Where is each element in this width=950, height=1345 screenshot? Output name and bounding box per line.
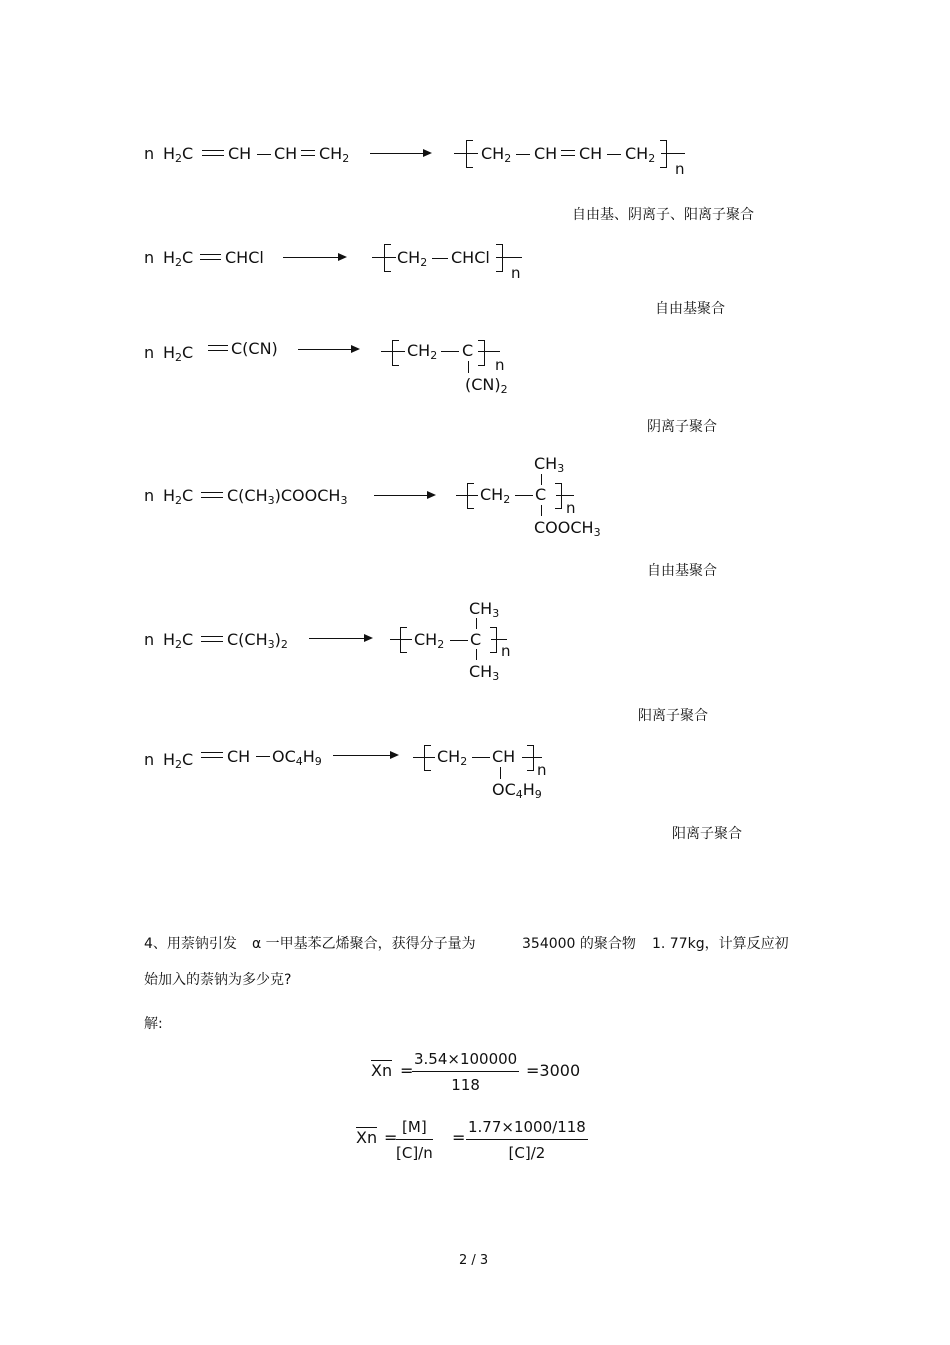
eq1-equals: = — [400, 1061, 414, 1080]
polymer-group: CH — [492, 747, 516, 766]
repeat-n: n — [675, 160, 685, 178]
double-bond — [208, 345, 228, 351]
coefficient-n: n — [144, 343, 155, 362]
double-bond — [201, 636, 223, 642]
single-bond — [516, 154, 530, 155]
repeat-n: n — [511, 264, 521, 282]
single-bond — [515, 495, 533, 496]
chain-bond — [372, 257, 396, 258]
monomer-group: $CH_2$ — [319, 144, 350, 165]
monomer-formula: $H_2C$ — [163, 343, 194, 364]
mechanism-label: 阳离子聚合 — [672, 826, 742, 842]
polymer-group: CH — [579, 144, 603, 163]
single-bond — [607, 154, 621, 155]
reaction-arrow — [283, 257, 345, 258]
single-bond — [256, 756, 270, 757]
repeat-n: n — [495, 356, 505, 374]
monomer-group: CH — [228, 144, 252, 163]
monomer-group: CH — [227, 747, 251, 766]
monomer-formula: $H_2C$ — [163, 248, 194, 269]
chain-bond — [522, 757, 542, 758]
chain-bond — [456, 495, 478, 496]
coefficient-n: n — [144, 630, 155, 649]
double-bond — [301, 150, 315, 156]
polymer-group: C — [535, 485, 547, 504]
monomer-group: CHCl — [225, 248, 264, 267]
monomer-group: $C(CH_3)_2$ — [227, 630, 288, 651]
polymer-group: $CH_2$ — [437, 747, 468, 768]
reaction-arrow — [333, 755, 397, 756]
eq1-fraction — [412, 1050, 519, 1094]
double-bond — [200, 254, 221, 260]
double-bond — [201, 492, 223, 498]
chain-bond — [478, 351, 500, 352]
reaction-arrow — [298, 349, 358, 350]
branch-bond — [541, 474, 542, 485]
question-text: 354000 的聚合物 — [522, 936, 636, 952]
eq1-denominator: 118 — [451, 1076, 480, 1094]
branch-bond — [468, 361, 469, 373]
coefficient-n: n — [144, 144, 155, 163]
polymer-group: $CH_2$ — [481, 144, 512, 165]
single-bond — [450, 640, 468, 641]
single-bond — [432, 258, 448, 259]
right-bracket — [555, 483, 562, 509]
left-bracket — [392, 340, 399, 366]
question-text: 4、用萘钠引发 — [144, 936, 237, 952]
left-bracket — [466, 140, 473, 168]
polymer-group: $CH_2$ — [397, 248, 428, 269]
monomer-group: C(CN) — [231, 339, 278, 358]
monomer-group: $OC_4H_9$ — [272, 747, 322, 768]
monomer-formula: $H_2C$ — [163, 144, 194, 165]
mechanism-label: 自由基聚合 — [647, 563, 717, 579]
chain-bond — [556, 495, 574, 496]
chain-bond — [390, 639, 412, 640]
left-bracket — [467, 483, 474, 509]
polymer-group: $CH_2$ — [407, 341, 438, 362]
eq2-equals: = — [384, 1128, 398, 1147]
monomer-formula: $H_2C$ — [163, 630, 194, 651]
branch-bond — [476, 649, 477, 660]
question-text: 1. 77kg，计算反应初 — [652, 936, 789, 952]
repeat-n: n — [566, 499, 576, 517]
question-text: α 一甲基苯乙烯聚合，获得分子量为 — [252, 936, 476, 952]
chain-bond — [661, 153, 685, 154]
eq2-denominator-1: [C]/n — [396, 1144, 433, 1162]
left-bracket — [424, 745, 431, 771]
coefficient-n: n — [144, 486, 155, 505]
eq2-equals-2: = — [452, 1128, 466, 1147]
single-bond — [257, 154, 271, 155]
polymer-group: CHCl — [451, 248, 490, 267]
double-bond — [202, 150, 224, 156]
substituent-bottom: $COOCH_3$ — [534, 518, 601, 539]
question-text: 始加入的萘钠为多少克? — [144, 972, 292, 988]
substituent: $(CN)_2$ — [465, 375, 508, 396]
left-bracket — [400, 627, 407, 653]
right-bracket — [527, 745, 534, 771]
chain-bond — [381, 351, 405, 352]
double-bond — [561, 150, 575, 156]
eq2-denominator-2: [C]/2 — [508, 1144, 546, 1162]
branch-bond — [500, 767, 501, 779]
chain-bond — [454, 153, 478, 154]
mechanism-label: 阳离子聚合 — [638, 708, 708, 724]
monomer-formula: $H_2C$ — [163, 750, 194, 771]
eq2-fraction-1 — [396, 1118, 433, 1162]
single-bond — [472, 757, 490, 758]
monomer-formula: $H_2C$ — [163, 486, 194, 507]
polymer-group: $CH_2$ — [625, 144, 656, 165]
mechanism-label: 自由基聚合 — [655, 301, 725, 317]
branch-bond — [476, 618, 477, 629]
substituent-bottom: $OC_4H_9$ — [492, 780, 542, 801]
coefficient-n: n — [144, 248, 155, 267]
polymer-group: C — [470, 630, 482, 649]
right-bracket — [490, 627, 497, 653]
right-bracket — [496, 244, 503, 272]
polymer-group: $CH_2$ — [480, 485, 511, 506]
double-bond — [201, 752, 223, 758]
eq1-numerator: 3.54×100000 — [412, 1050, 519, 1072]
right-bracket — [660, 140, 667, 168]
eq1-lhs: Xn — [371, 1061, 393, 1080]
solution-label: 解: — [144, 1016, 163, 1032]
substituent-top: $CH_3$ — [469, 599, 500, 620]
right-bracket — [478, 340, 485, 366]
coefficient-n: n — [144, 750, 155, 769]
mechanism-label: 阴离子聚合 — [647, 419, 717, 435]
polymer-group: CH — [534, 144, 558, 163]
chain-bond — [491, 639, 507, 640]
left-bracket — [384, 244, 391, 272]
page-number: 2 / 3 — [459, 1253, 489, 1268]
repeat-n: n — [501, 642, 511, 660]
substituent-top: $CH_3$ — [534, 454, 565, 475]
reaction-arrow — [309, 638, 371, 639]
eq2-lhs: Xn — [356, 1128, 378, 1147]
polymer-group: $CH_2$ — [414, 630, 445, 651]
eq2-numerator-2: 1.77×1000/118 — [466, 1118, 588, 1140]
repeat-n: n — [537, 761, 547, 779]
reaction-arrow — [370, 153, 430, 154]
polymer-group: C — [462, 341, 474, 360]
eq1-result: =3000 — [526, 1061, 581, 1080]
single-bond — [441, 351, 459, 352]
substituent-bottom: $CH_3$ — [469, 662, 500, 683]
monomer-group: CH — [274, 144, 298, 163]
reaction-arrow — [374, 495, 434, 496]
chain-bond — [413, 757, 435, 758]
branch-bond — [541, 505, 542, 516]
eq2-fraction-2 — [466, 1118, 588, 1162]
eq2-numerator-1: [M] — [396, 1118, 433, 1140]
monomer-group: $C(CH_3)COOCH_3$ — [227, 486, 348, 507]
mechanism-label: 自由基、阴离子、阳离子聚合 — [572, 207, 754, 223]
chain-bond — [496, 257, 522, 258]
